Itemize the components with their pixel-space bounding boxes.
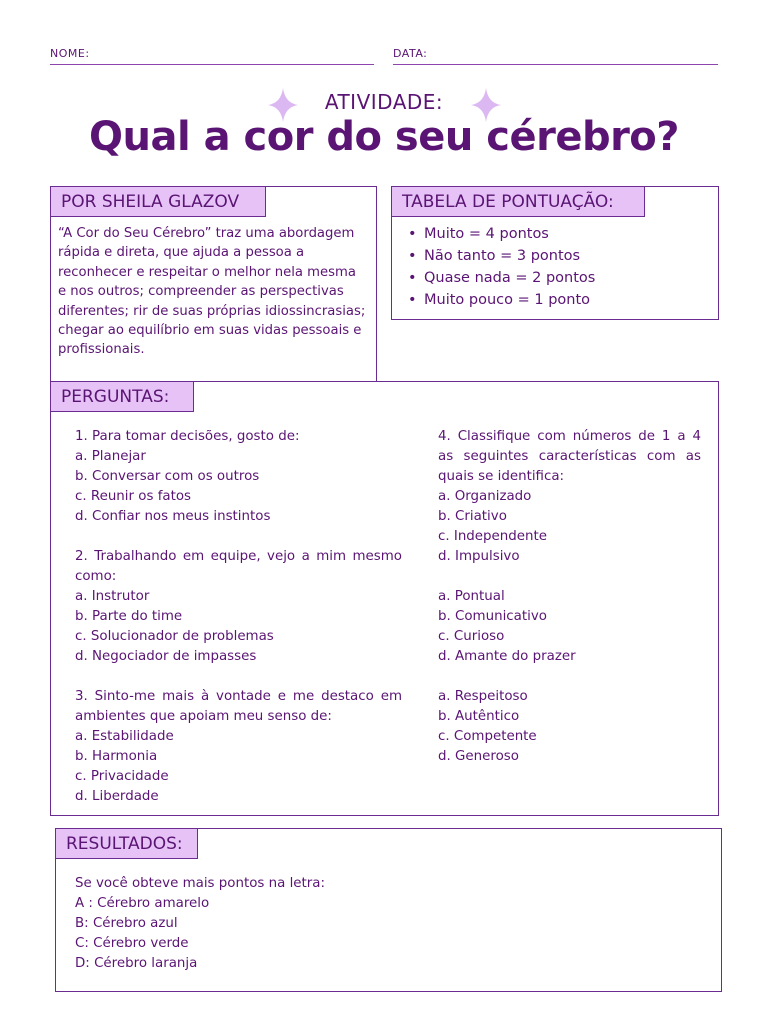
option: d. Generoso bbox=[438, 749, 519, 764]
option: b. Criativo bbox=[438, 509, 507, 524]
option: b. Harmonia bbox=[75, 749, 158, 764]
name-label: NOME: bbox=[50, 47, 90, 60]
option: d. Confiar nos meus instintos bbox=[75, 509, 271, 524]
option: b. Comunicativo bbox=[438, 609, 547, 624]
author-intro-text: “A Cor do Seu Cérebro” traz uma abordagem rápida e direta, que ajuda a pessoa a reconhecer e respeitar o melhor nela mesma e nos outros; compreender as perspectivas diferentes; rir de suas próprias idiossincrasias; chegar ao equilíbrio em suas vidas pessoais e profissionais. bbox=[58, 226, 366, 358]
results-content bbox=[75, 874, 675, 974]
activity-label: ATIVIDADE: bbox=[324, 90, 444, 114]
option: d. Impulsivo bbox=[438, 549, 520, 564]
list-item: • Muito pouco = 1 ponto bbox=[400, 289, 710, 311]
name-line[interactable] bbox=[50, 64, 374, 65]
question-2: 2. Trabalhando em equipe, vejo a mim mesmo como: bbox=[75, 549, 402, 584]
option: d. Negociador de impasses bbox=[75, 649, 257, 664]
date-line[interactable] bbox=[393, 64, 718, 65]
option: d. Amante do prazer bbox=[438, 649, 576, 664]
question-4: 4. Classifique com números de 1 a 4 as seguintes características com as quais se identifica: bbox=[438, 429, 701, 484]
page-title: Qual a cor do seu cérebro? bbox=[89, 114, 679, 160]
option: b. Parte do time bbox=[75, 609, 183, 624]
results-tag: RESULTADOS: bbox=[55, 828, 198, 859]
option: c. Independente bbox=[438, 529, 547, 544]
result-item: C: Cérebro verde bbox=[75, 936, 189, 951]
list-item: • Não tanto = 3 pontos bbox=[400, 245, 710, 267]
option: c. Solucionador de problemas bbox=[75, 629, 274, 644]
score-tag: TABELA DE PONTUAÇÃO: bbox=[391, 186, 645, 217]
questions-right-column bbox=[438, 427, 701, 767]
option: a. Instrutor bbox=[75, 589, 150, 604]
option: a. Organizado bbox=[438, 489, 532, 504]
questions-left-column bbox=[75, 427, 402, 807]
result-item: B: Cérebro azul bbox=[75, 916, 178, 931]
score-list bbox=[400, 223, 710, 311]
option: a. Respeitoso bbox=[438, 689, 528, 704]
question-3: 3. Sinto-me mais à vontade e me destaco em ambientes que apoiam meu senso de: bbox=[75, 689, 402, 724]
option: c. Curioso bbox=[438, 629, 505, 644]
option: c. Reunir os fatos bbox=[75, 489, 192, 504]
option: a. Pontual bbox=[438, 589, 505, 604]
option: b. Autêntico bbox=[438, 709, 520, 724]
author-tag: POR SHEILA GLAZOV bbox=[50, 186, 266, 217]
result-item: D: Cérebro laranja bbox=[75, 956, 198, 971]
result-item: A : Cérebro amarelo bbox=[75, 896, 210, 911]
option: d. Liberdade bbox=[75, 789, 159, 804]
option: b. Conversar com os outros bbox=[75, 469, 260, 484]
list-item: • Quase nada = 2 pontos bbox=[400, 267, 710, 289]
option: c. Privacidade bbox=[75, 769, 169, 784]
option: c. Competente bbox=[438, 729, 537, 744]
date-label: DATA: bbox=[393, 47, 428, 60]
option: a. Planejar bbox=[75, 449, 146, 464]
list-item: • Muito = 4 pontos bbox=[400, 223, 710, 245]
results-intro: Se você obteve mais pontos na letra: bbox=[75, 876, 326, 891]
question-1: 1. Para tomar decisões, gosto de: bbox=[75, 429, 300, 444]
option: a. Estabilidade bbox=[75, 729, 174, 744]
questions-tag: PERGUNTAS: bbox=[50, 381, 194, 412]
